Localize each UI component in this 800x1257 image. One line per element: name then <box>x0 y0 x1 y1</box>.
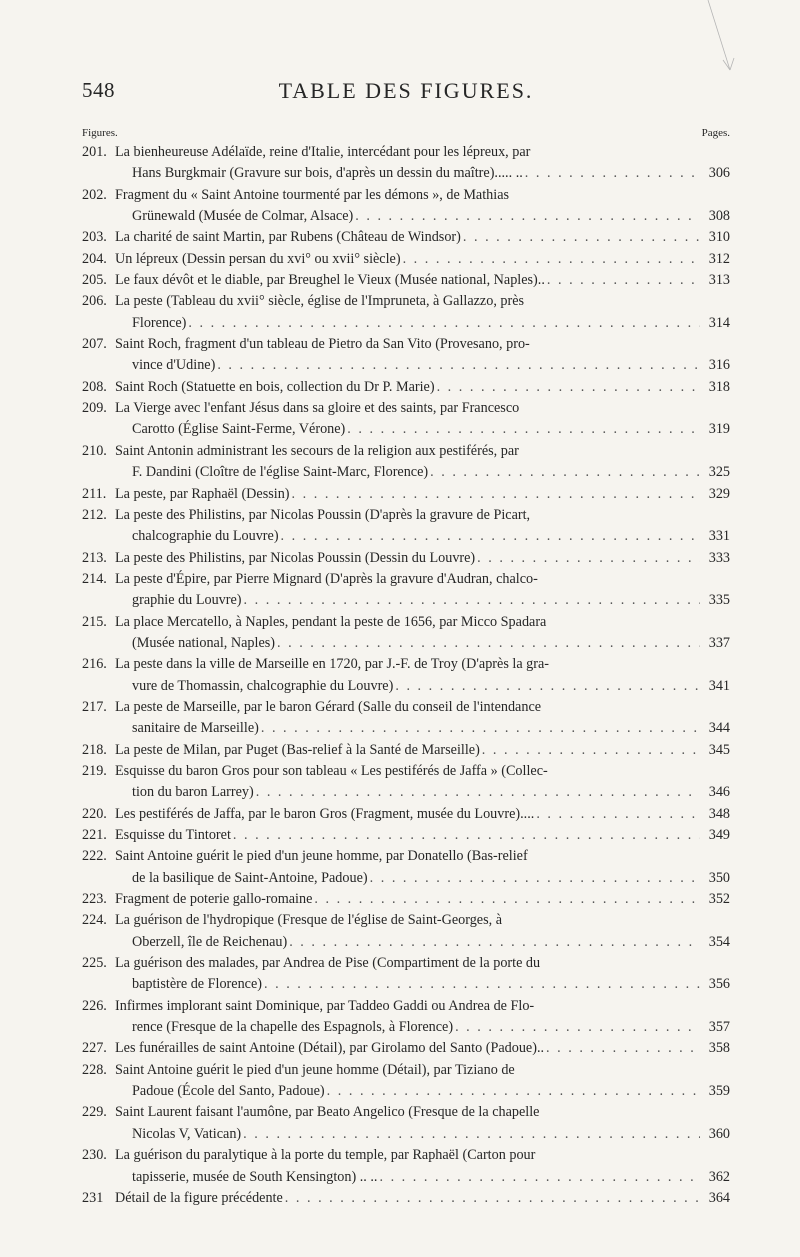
figure-number: 221. <box>82 827 107 843</box>
figure-entry <box>82 953 730 996</box>
figure-caption-line <box>82 548 730 569</box>
page-reference: 358 <box>708 1040 730 1057</box>
figure-caption-text: vure de Thomassin, chalcographie du Louvre) <box>132 677 394 694</box>
figure-entry <box>82 996 730 1039</box>
figure-caption-text: chalcographie du Louvre) <box>132 528 279 545</box>
dot-leader <box>370 868 700 889</box>
figure-caption-line <box>82 1167 730 1188</box>
dot-leader <box>477 548 700 569</box>
dot-leader <box>217 355 700 376</box>
dot-leader <box>379 1167 700 1188</box>
page-reference: 312 <box>708 250 730 267</box>
figure-caption-text: La peste des Philistins, par Nicolas Poussin (D'après la gravure de Picart, <box>115 506 531 523</box>
figure-caption-line <box>82 569 730 590</box>
figure-entry <box>82 185 730 228</box>
dot-leader <box>525 163 700 184</box>
figure-entry <box>82 249 730 270</box>
figure-caption-text: Saint Antoine guérit le pied d'un jeune homme (Détail), par Tiziano de <box>115 1061 515 1078</box>
figure-number: 219. <box>82 762 107 779</box>
figure-caption-line <box>82 334 730 355</box>
figure-number: 201. <box>82 144 107 160</box>
page-reference: 348 <box>708 805 730 822</box>
figure-caption-text: La peste d'Épire, par Pierre Mignard (D'après la gravure d'Audran, chalco- <box>115 570 538 587</box>
figure-caption-line <box>82 142 730 163</box>
figure-caption-text: Saint Antoine guérit le pied d'un jeune homme, par Donatello (Bas-relief <box>115 848 528 865</box>
page-reference: 354 <box>708 933 730 950</box>
figure-caption-line <box>82 185 730 206</box>
figure-caption-line <box>82 313 730 334</box>
figure-caption-line <box>82 355 730 376</box>
figure-caption-line <box>82 227 730 248</box>
dot-leader <box>292 484 700 505</box>
figures-column-heading: Figures. <box>82 127 118 139</box>
figure-entry <box>82 548 730 569</box>
figure-entry <box>82 377 730 398</box>
dot-leader <box>327 1081 700 1102</box>
figure-caption-line <box>82 910 730 931</box>
figure-number: 207. <box>82 336 107 353</box>
scan-corner-mark <box>690 0 750 90</box>
page-reference: 359 <box>708 1083 730 1100</box>
figure-entry <box>82 1188 730 1209</box>
dot-leader <box>277 633 700 654</box>
figure-caption-text: Le faux dévôt et le diable, par Breughel le Vieux (Musée national, Naples).. <box>115 272 545 289</box>
figure-caption-text: Saint Antonin administrant les secours de la religion aux pestiférés, par <box>115 442 519 459</box>
figure-entry <box>82 291 730 334</box>
figure-entry <box>82 569 730 612</box>
figure-caption-text: La charité de saint Martin, par Rubens (Château de Windsor) <box>115 229 461 246</box>
figure-number: 231 <box>82 1189 104 1206</box>
figure-entry <box>82 1102 730 1145</box>
figure-list <box>82 142 730 1209</box>
figure-caption-line <box>82 1124 730 1145</box>
figure-caption-line <box>82 419 730 440</box>
figure-caption-line <box>82 398 730 419</box>
figure-caption-text: La peste dans la ville de Marseille en 1720, par J.-F. de Troy (D'après la gra- <box>115 656 550 673</box>
figure-number: 209. <box>82 400 107 417</box>
figure-caption-line <box>82 804 730 825</box>
figure-caption-line <box>82 612 730 633</box>
dot-leader <box>233 825 700 846</box>
figure-entry <box>82 227 730 248</box>
figure-caption-line <box>82 825 730 846</box>
dot-leader <box>455 1017 700 1038</box>
page-reference: 345 <box>708 741 730 758</box>
figure-entry <box>82 142 730 185</box>
figure-caption-text: F. Dandini (Cloître de l'église Saint-Marc, Florence) <box>132 464 429 481</box>
figure-caption-text: tapisserie, musée de South Kensington) .. .. <box>132 1168 378 1185</box>
figure-caption-line <box>82 953 730 974</box>
page-reference: 318 <box>708 378 730 395</box>
figure-number: 212. <box>82 506 107 523</box>
dot-leader <box>403 249 700 270</box>
page-reference: 350 <box>708 869 730 886</box>
figure-caption-text: La peste (Tableau du xvii° siècle, église de l'Impruneta, à Gallazzo, près <box>115 293 525 310</box>
page-reference: 325 <box>708 464 730 481</box>
figure-caption-text: La bienheureuse Adélaïde, reine d'Italie, intercédant pour les lépreux, par <box>115 144 531 160</box>
page-reference: 335 <box>708 592 730 609</box>
figure-caption-text: sanitaire de Marseille) <box>132 720 259 737</box>
figure-caption-text: Les funérailles de saint Antoine (Détail), par Girolamo del Santo (Padoue).. <box>115 1040 545 1057</box>
figure-entry <box>82 1060 730 1103</box>
figure-caption-line <box>82 974 730 995</box>
figure-number: 218. <box>82 741 107 758</box>
figure-entry <box>82 846 730 889</box>
page-reference: 333 <box>708 549 730 566</box>
figure-number: 205. <box>82 272 107 289</box>
figure-caption-line <box>82 377 730 398</box>
figure-caption-text: Fragment du « Saint Antoine tourmenté par les démons », de Mathias <box>115 186 510 203</box>
figure-number: 226. <box>82 997 107 1014</box>
dot-leader <box>355 206 700 227</box>
figure-number: 225. <box>82 955 107 972</box>
figure-caption-line <box>82 718 730 739</box>
figure-caption-text: La Vierge avec l'enfant Jésus dans sa gloire et des saints, par Francesco <box>115 400 520 417</box>
figure-caption-line <box>82 868 730 889</box>
figure-number: 211. <box>82 485 107 502</box>
figure-entry <box>82 761 730 804</box>
figure-entry <box>82 697 730 740</box>
figure-caption-text: Infirmes implorant saint Dominique, par Taddeo Gaddi ou Andrea de Flo- <box>115 997 535 1014</box>
figure-caption-line <box>82 526 730 547</box>
figure-caption-text: vince d'Udine) <box>132 357 216 374</box>
figure-caption-text: Saint Laurent faisant l'aumône, par Beato Angelico (Fresque de la chapelle <box>115 1104 540 1121</box>
dot-leader <box>261 718 700 739</box>
figure-number: 220. <box>82 805 107 822</box>
figure-caption-text: Esquisse du baron Gros pour son tableau « Les pestiférés de Jaffa » (Collec- <box>115 762 548 779</box>
dot-leader <box>437 377 700 398</box>
figure-entry <box>82 1038 730 1059</box>
figure-number: 210. <box>82 442 107 459</box>
figure-caption-line <box>82 782 730 803</box>
figure-caption-text: La guérison de l'hydropique (Fresque de l'église de Saint-Georges, à <box>115 912 503 929</box>
figure-entry <box>82 505 730 548</box>
figure-entry <box>82 910 730 953</box>
dot-leader <box>281 526 700 547</box>
figure-number: 208. <box>82 378 107 395</box>
figure-caption-line <box>82 1102 730 1123</box>
figure-number: 223. <box>82 891 107 908</box>
figure-caption-line <box>82 270 730 291</box>
dot-leader <box>430 462 700 483</box>
figure-caption-line <box>82 249 730 270</box>
figure-caption-line <box>82 633 730 654</box>
dot-leader <box>256 782 700 803</box>
dot-leader <box>314 889 700 910</box>
page-reference: 352 <box>708 891 730 908</box>
figure-caption-line <box>82 846 730 867</box>
dot-leader <box>264 974 700 995</box>
figure-entry <box>82 441 730 484</box>
figure-number: 204. <box>82 250 107 267</box>
page-reference: 364 <box>708 1189 730 1206</box>
page-reference: 316 <box>708 357 730 374</box>
figure-caption-text: La peste, par Raphaël (Dessin) <box>115 485 290 502</box>
page-header <box>82 78 730 108</box>
page-reference: 362 <box>708 1168 730 1185</box>
figure-caption-line <box>82 206 730 227</box>
figure-number: 203. <box>82 229 107 246</box>
figure-caption-text: Fragment de poterie gallo-romaine <box>115 891 313 908</box>
figure-caption-line <box>82 932 730 953</box>
figure-caption-line <box>82 441 730 462</box>
figure-caption-line <box>82 1188 730 1209</box>
figure-caption-line <box>82 1038 730 1059</box>
figure-number: 216. <box>82 656 107 673</box>
page-reference: 337 <box>708 634 730 651</box>
page-reference: 356 <box>708 976 730 993</box>
figure-caption-text: La place Mercatello, à Naples, pendant la peste de 1656, par Micco Spadara <box>115 613 547 630</box>
figure-number: 214. <box>82 570 107 587</box>
figure-caption-text: Saint Roch (Statuette en bois, collection du Dr P. Marie) <box>115 378 435 395</box>
figure-caption-text: Esquisse du Tintoret <box>115 827 231 843</box>
figure-number: 229. <box>82 1104 107 1121</box>
dot-leader <box>289 932 700 953</box>
page-reference: 346 <box>708 784 730 801</box>
figure-caption-line <box>82 163 730 184</box>
figure-caption-line <box>82 740 730 761</box>
figure-caption-text: Détail de la figure précédente <box>115 1189 283 1206</box>
running-title: TABLE DES FIGURES. <box>278 78 534 103</box>
figure-number: 228. <box>82 1061 107 1078</box>
figure-caption-line <box>82 1081 730 1102</box>
figure-caption-line <box>82 462 730 483</box>
page-reference: 306 <box>708 165 730 182</box>
page-reference: 314 <box>708 314 730 331</box>
figure-caption-text: Nicolas V, Vatican) <box>132 1125 242 1142</box>
dot-leader <box>536 804 700 825</box>
figure-number: 206. <box>82 293 107 310</box>
page-reference: 313 <box>708 272 730 289</box>
figure-entry <box>82 612 730 655</box>
figure-caption-text: rence (Fresque de la chapelle des Espagnols, à Florence) <box>132 1019 454 1036</box>
figure-caption-text: La guérison des malades, par Andrea de Pise (Compartiment de la porte du <box>115 955 541 972</box>
figure-caption-text: Florence) <box>132 314 187 331</box>
figure-caption-text: Grünewald (Musée de Colmar, Alsace) <box>132 208 354 225</box>
dot-leader <box>546 1038 700 1059</box>
page-reference: 329 <box>708 485 730 502</box>
page-reference: 310 <box>708 229 730 246</box>
figure-caption-text: Oberzell, île de Reichenau) <box>132 933 288 950</box>
dot-leader <box>285 1188 700 1209</box>
figure-entry <box>82 825 730 846</box>
figure-caption-text: Hans Burgkmair (Gravure sur bois, d'après un dessin du maître)..... .. <box>132 165 523 182</box>
figure-caption-line <box>82 676 730 697</box>
dot-leader <box>395 676 700 697</box>
figure-caption-text: Carotto (Église Saint-Ferme, Vérone) <box>132 421 346 438</box>
page-reference: 349 <box>708 827 730 843</box>
figure-caption-text: baptistère de Florence) <box>132 976 262 993</box>
figure-caption-text: de la basilique de Saint-Antoine, Padoue) <box>132 869 368 886</box>
page-reference: 331 <box>708 528 730 545</box>
figure-number: 230. <box>82 1147 107 1164</box>
figure-entry <box>82 804 730 825</box>
figure-caption-line <box>82 761 730 782</box>
dot-leader <box>482 740 700 761</box>
figure-entry <box>82 889 730 910</box>
figure-caption-line <box>82 590 730 611</box>
dot-leader <box>347 419 700 440</box>
figure-caption-line <box>82 1145 730 1166</box>
dot-leader <box>463 227 700 248</box>
figure-caption-text: La peste de Milan, par Puget (Bas-relief à la Santé de Marseille) <box>115 741 480 758</box>
figure-entry <box>82 398 730 441</box>
figure-number: 217. <box>82 698 107 715</box>
figure-caption-text: Les pestiférés de Jaffa, par le baron Gros (Fragment, musée du Louvre).... <box>115 805 535 822</box>
page-reference: 319 <box>708 421 730 438</box>
figure-caption-line <box>82 1017 730 1038</box>
figure-caption-text: (Musée national, Naples) <box>132 634 276 651</box>
figure-caption-text: Saint Roch, fragment d'un tableau de Pietro da San Vito (Provesano, pro- <box>115 336 530 353</box>
figure-caption-text: La guérison du paralytique à la porte du temple, par Raphaël (Carton pour <box>115 1147 536 1164</box>
pages-column-heading: Pages. <box>701 127 730 139</box>
dot-leader <box>547 270 700 291</box>
dot-leader <box>243 1124 700 1145</box>
figure-caption-text: tion du baron Larrey) <box>132 784 254 801</box>
figure-number: 224. <box>82 912 107 929</box>
page-reference: 341 <box>708 677 730 694</box>
figure-entry <box>82 1145 730 1188</box>
figure-entry <box>82 334 730 377</box>
figure-entry <box>82 740 730 761</box>
figure-number: 202. <box>82 186 107 203</box>
figure-number: 215. <box>82 613 107 630</box>
figure-caption-line <box>82 1060 730 1081</box>
figure-number: 222. <box>82 848 107 865</box>
figure-caption-text: Un lépreux (Dessin persan du xvi° ou xvii° siècle) <box>115 250 401 267</box>
page-reference: 308 <box>708 208 730 225</box>
figure-entry <box>82 654 730 697</box>
figure-number: 213. <box>82 549 107 566</box>
dot-leader <box>188 313 700 334</box>
figure-caption-text: La peste des Philistins, par Nicolas Poussin (Dessin du Louvre) <box>115 549 476 566</box>
figure-caption-line <box>82 505 730 526</box>
figure-caption-line <box>82 889 730 910</box>
figure-caption-text: Padoue (École del Santo, Padoue) <box>132 1083 325 1100</box>
page-number: 548 <box>82 78 115 102</box>
page-reference: 357 <box>708 1019 730 1036</box>
page-reference: 360 <box>708 1125 730 1142</box>
column-headings <box>82 127 730 141</box>
dot-leader <box>244 590 700 611</box>
figure-number: 227. <box>82 1040 107 1057</box>
figure-caption-line <box>82 654 730 675</box>
figure-caption-line <box>82 291 730 312</box>
figure-entry <box>82 270 730 291</box>
page-reference: 344 <box>708 720 730 737</box>
figure-caption-text: graphie du Louvre) <box>132 592 242 609</box>
figure-caption-line <box>82 996 730 1017</box>
figure-caption-line <box>82 697 730 718</box>
figure-caption-line <box>82 484 730 505</box>
figure-entry <box>82 484 730 505</box>
figure-caption-text: La peste de Marseille, par le baron Gérard (Salle du conseil de l'intendance <box>115 698 542 715</box>
